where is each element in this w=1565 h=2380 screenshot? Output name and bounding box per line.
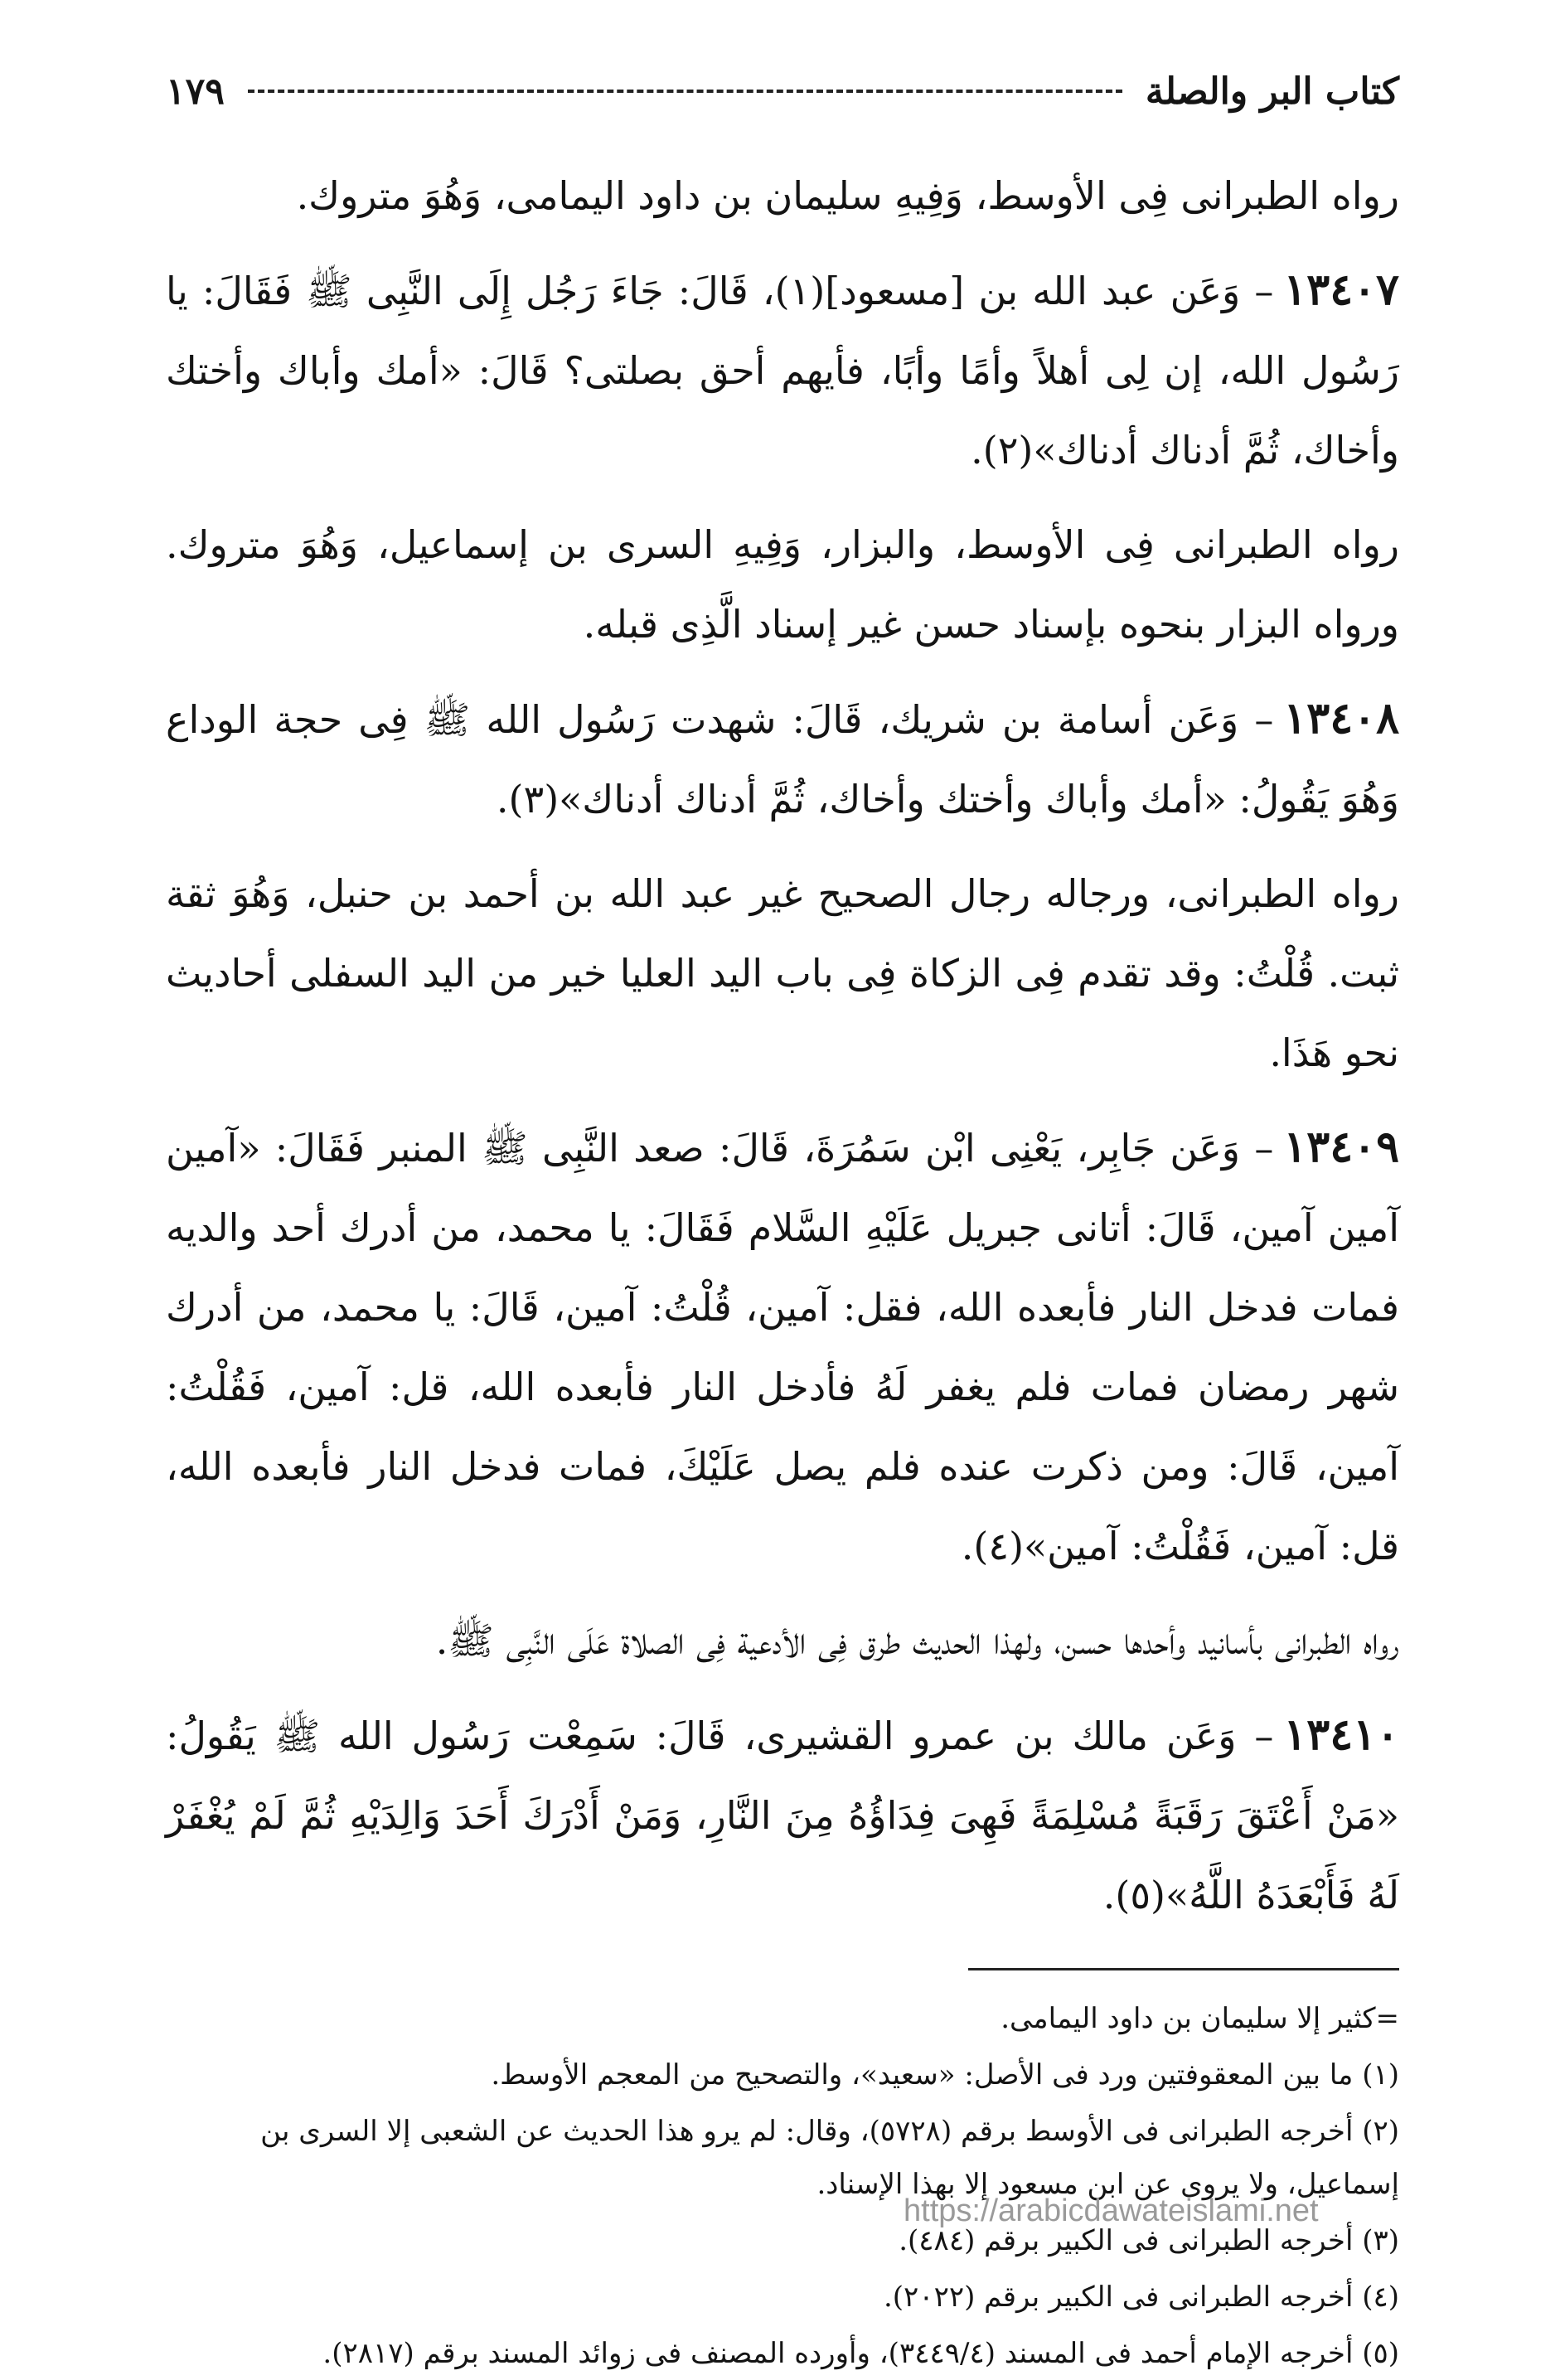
main-text bbox=[166, 156, 1399, 1935]
paragraph: رواه الطبرانى، ورجاله رجال الصحيح غير عبد الله بن أحمد بن حنبل، وَهُوَ ثقة ثبت. قُلْتُ: وقد تقدم فِى الزكاة فِى باب اليد العليا خير من اليد السفلى أحاديث نحو هَذَا. bbox=[166, 871, 1399, 1075]
footnote: (٤) أخرجه الطبرانى فى الكبير برقم (٢٠٢٢). bbox=[883, 2281, 1399, 2314]
hadith-paragraph: ١٣٤١٠– وَعَن مالك بن عمرو القشيرى، قَالَ: سَمِعْت رَسُول الله ﷺ يَقُولُ: «مَنْ أَعْتَقَ رَقَبَةً مُسْلِمَةً فَهِىَ فِدَاؤُهُ مِنَ النَّارِ، وَمَنْ أَدْرَكَ أَحَدَ وَالِدَيْهِ ثُمَّ لَمْ يُغْفَرْ لَهُ فَأَبْعَدَهُ اللَّهُ»(٥). bbox=[166, 1709, 1399, 1917]
paragraph: رواه الطبرانى بأسانيد وأحدها حسن، ولهذا الحديث طرق فِى الأدعية فِى الصلاة عَلَى النَّبِى ﷺ. bbox=[435, 1618, 1399, 1663]
header-divider bbox=[248, 90, 1122, 93]
hadith-paragraph: ١٣٤٠٩– وَعَن جَابِر، يَعْنِى ابْن سَمُرَةَ، قَالَ: صعد النَّبِى ﷺ المنبر فَقَالَ: «آمين آمين آمين، قَالَ: أتانى جبريل عَلَيْهِ السَّلام فَقَالَ: يا محمد، من أدرك أحد والديه فمات فدخل النار فأبعده الله، فقل: آمين، قُلْتُ: آمين، قَالَ: يا محمد، من أدرك شهر رمضان فمات فلم يغفر لَهُ فأدخل النار فأبعده الله، قل: آمين، فَقُلْتُ: آمين، قَالَ: ومن ذكرت عنده فلم يصل عَلَيْكَ، فمات فدخل النار فأبعده الله، قل: آمين، فَقُلْتُ: آمين»(٤). bbox=[166, 1122, 1399, 1568]
hadith-paragraph: ١٣٤٠٨– وَعَن أسامة بن شريك، قَالَ: شهدت رَسُول الله ﷺ فِى حجة الوداع وَهُوَ يَقُولُ: «أمك وأباك وأختك وأخاك، ثُمَّ أدناك أدناك»(٣). bbox=[166, 693, 1399, 822]
hadith-number: ١٣٤٠٩ bbox=[1283, 1122, 1399, 1172]
watermark-url: https://arabicdawateislami.net bbox=[904, 2193, 1319, 2228]
footnote: (١) ما بين المعقوفتين ورد فى الأصل: «سعيد»، والتصحيح من المعجم الأوسط. bbox=[491, 2058, 1399, 2092]
footnote: (٢) أخرجه الطبرانى فى الأوسط برقم (٥٧٢٨)، وقال: لم يرو هذا الحديث عن الشعبى إلا السرى بن إسماعيل، ولا يروى عن ابن مسعود إلا بهذا الإسناد. bbox=[260, 2115, 1399, 2201]
hadith-number: ١٣٤٠٨ bbox=[1283, 693, 1399, 744]
page-number: ١٧٩ bbox=[166, 70, 225, 113]
footnote: (٣) أخرجه الطبرانى فى الكبير برقم (٤٨٤). bbox=[899, 2224, 1399, 2257]
hadith-number: ١٣٤١٠ bbox=[1283, 1709, 1399, 1760]
paragraph: رواه الطبرانى فِى الأوسط، والبزار، وَفِيهِ السرى بن إسماعيل، وَهُوَ متروك. ورواه البزار بنحوه بإسناد حسن غير إسناد الَّذِى قبله. bbox=[166, 522, 1399, 647]
footnote: (٥) أخرجه الإمام أحمد فى المسند (٣٤٤٩/٤)، وأورده المصنف فى زوائد المسند برقم (٢٨١٧). bbox=[322, 2337, 1399, 2370]
page-header bbox=[166, 58, 1399, 124]
paragraph: رواه الطبرانى فِى الأوسط، وَفِيهِ سليمان بن داود اليمامى، وَهُوَ متروك. bbox=[296, 173, 1399, 218]
footnotes bbox=[166, 1992, 1399, 2380]
hadith-paragraph: ١٣٤٠٧– وَعَن عبد الله بن [مسعود](١)، قَالَ: جَاءَ رَجُل إِلَى النَّبِى ﷺ فَقَالَ: يا رَسُول الله، إن لِى أهلاً وأمًا وأبًا، فأيهم أحق بصلتى؟ قَالَ: «أمك وأباك وأختك وأخاك، ثُمَّ أدناك أدناك»(٢). bbox=[166, 264, 1399, 473]
hadith-number: ١٣٤٠٧ bbox=[1283, 264, 1399, 315]
footnote-divider bbox=[968, 1968, 1399, 1970]
footnote: =كثير إلا سليمان بن داود اليمامى. bbox=[1001, 2002, 1399, 2035]
book-title: كتاب البر والصلة bbox=[1145, 70, 1399, 113]
